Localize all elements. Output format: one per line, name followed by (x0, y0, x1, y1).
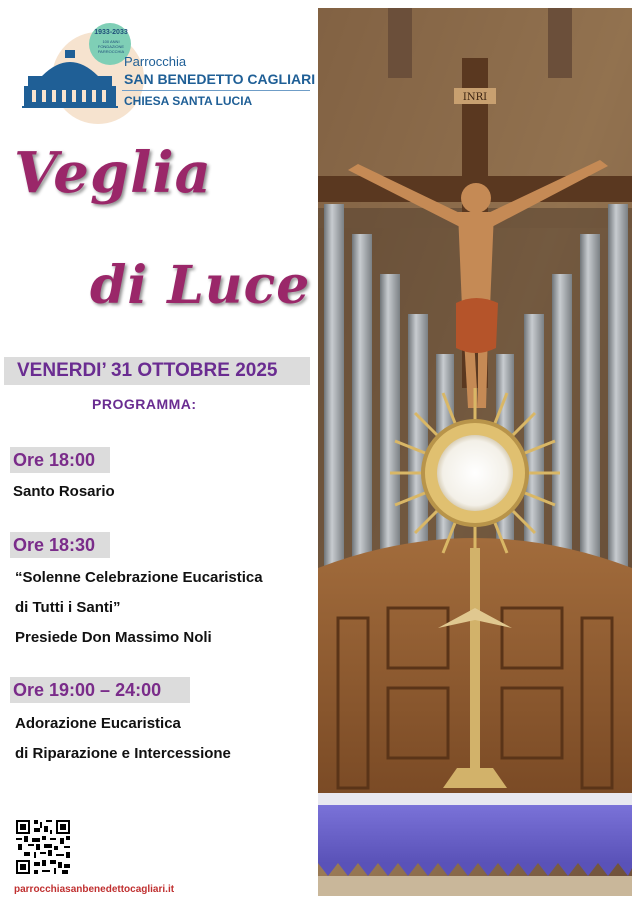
event-date: VENERDI’ 31 OTTOBRE 2025 (17, 360, 278, 381)
schedule-description: “Solenne Celebrazione Eucaristica (15, 569, 263, 586)
parish-website-link[interactable]: parrocchiasanbenedettocagliari.it (14, 884, 175, 895)
logo-badge-years: 1933-2033 (94, 29, 128, 36)
title-line-1: Veglia (14, 140, 212, 206)
logo-badge-line: FONDAZIONE (97, 44, 125, 49)
logo-parish-name: SAN BENEDETTO CAGLIARI (124, 71, 316, 87)
crucifix-monstrance-photo (318, 8, 632, 896)
schedule-description: di Tutti i Santi” (15, 599, 121, 616)
schedule-description: Santo Rosario (13, 483, 115, 500)
logo-badge-caption (88, 39, 134, 54)
schedule-description: Adorazione Eucaristica (15, 715, 181, 732)
qr-code-icon[interactable] (14, 818, 72, 876)
schedule-time: Ore 19:00 – 24:00 (13, 680, 162, 700)
schedule-time: Ore 18:30 (13, 535, 96, 555)
schedule-description: Presiede Don Massimo Noli (15, 629, 212, 646)
logo-parrocchia: Parrocchia (124, 54, 187, 69)
logo-church-name: CHIESA SANTA LUCIA (124, 94, 253, 108)
schedule-time: Ore 18:00 (13, 450, 96, 470)
programma-heading: PROGRAMMA: (92, 396, 197, 412)
logo-divider (122, 90, 310, 91)
title-line-2: di Luce (90, 255, 311, 316)
logo-badge-line: PARROCCHIA (97, 49, 125, 54)
logo-badge-line: 100 ANNI (102, 39, 120, 44)
inri-sign: INRI (462, 92, 488, 103)
schedule-description: di Riparazione e Intercessione (15, 745, 231, 762)
